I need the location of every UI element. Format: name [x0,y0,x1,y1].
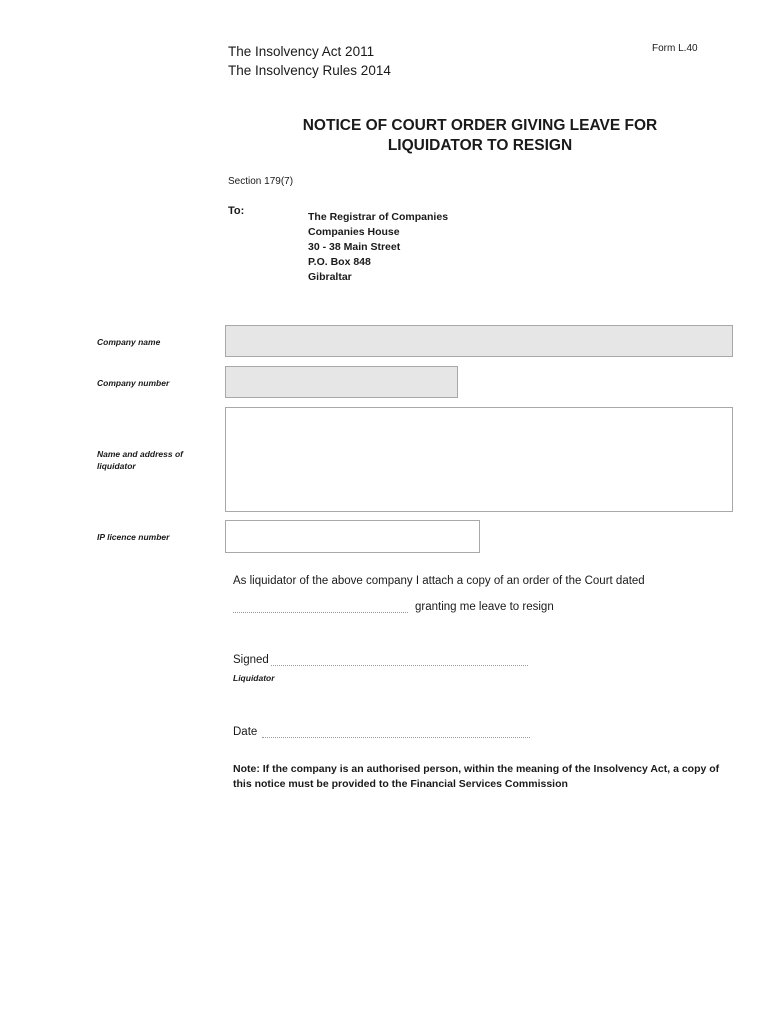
act-reference [228,42,391,80]
date-field[interactable] [262,737,530,738]
form-number: Form L.40 [652,43,698,54]
company-number-label: Company number [97,378,170,388]
court-order-date-field[interactable] [233,612,408,613]
company-number-field[interactable] [225,366,458,398]
liquidator-label-line-2: liquidator [97,461,136,471]
act-line-1: The Insolvency Act 2011 [228,44,375,59]
company-name-field[interactable] [225,325,733,357]
ip-licence-label: IP licence number [97,532,170,542]
liquidator-label-line-1: Name and address of [97,449,183,459]
ip-licence-field[interactable] [225,520,480,553]
document-title [240,116,720,156]
title-line-2: LIQUIDATOR TO RESIGN [387,137,573,154]
title-line-1: NOTICE OF COURT ORDER GIVING LEAVE FOR [302,117,658,134]
note-text: Note: If the company is an authorised person, within the meaning of the Insolvency Act, a copy of this notice must be provided to the Financial Services Commission [233,763,720,790]
date-label: Date [233,726,258,738]
signature-field[interactable] [271,665,528,666]
signed-label: Signed [233,654,269,666]
address-line: Gibraltar [308,271,352,283]
section-reference: Section 179(7) [228,176,294,187]
address-line: Companies House [308,226,400,238]
address-line: The Registrar of Companies [308,211,449,223]
address-line: P.O. Box 848 [308,256,371,268]
address-line: 30 - 38 Main Street [308,241,401,253]
liquidator-caption: Liquidator [233,673,275,683]
recipient-address [308,210,448,285]
statement-line-2: granting me leave to resign [415,601,554,613]
to-label: To: [228,205,245,217]
liquidator-label [97,448,183,472]
company-name-label: Company name [97,337,161,347]
statement-line-1: As liquidator of the above company I attach a copy of an order of the Court dated [233,575,645,587]
act-line-2: The Insolvency Rules 2014 [228,63,391,78]
liquidator-address-field[interactable] [225,407,733,512]
